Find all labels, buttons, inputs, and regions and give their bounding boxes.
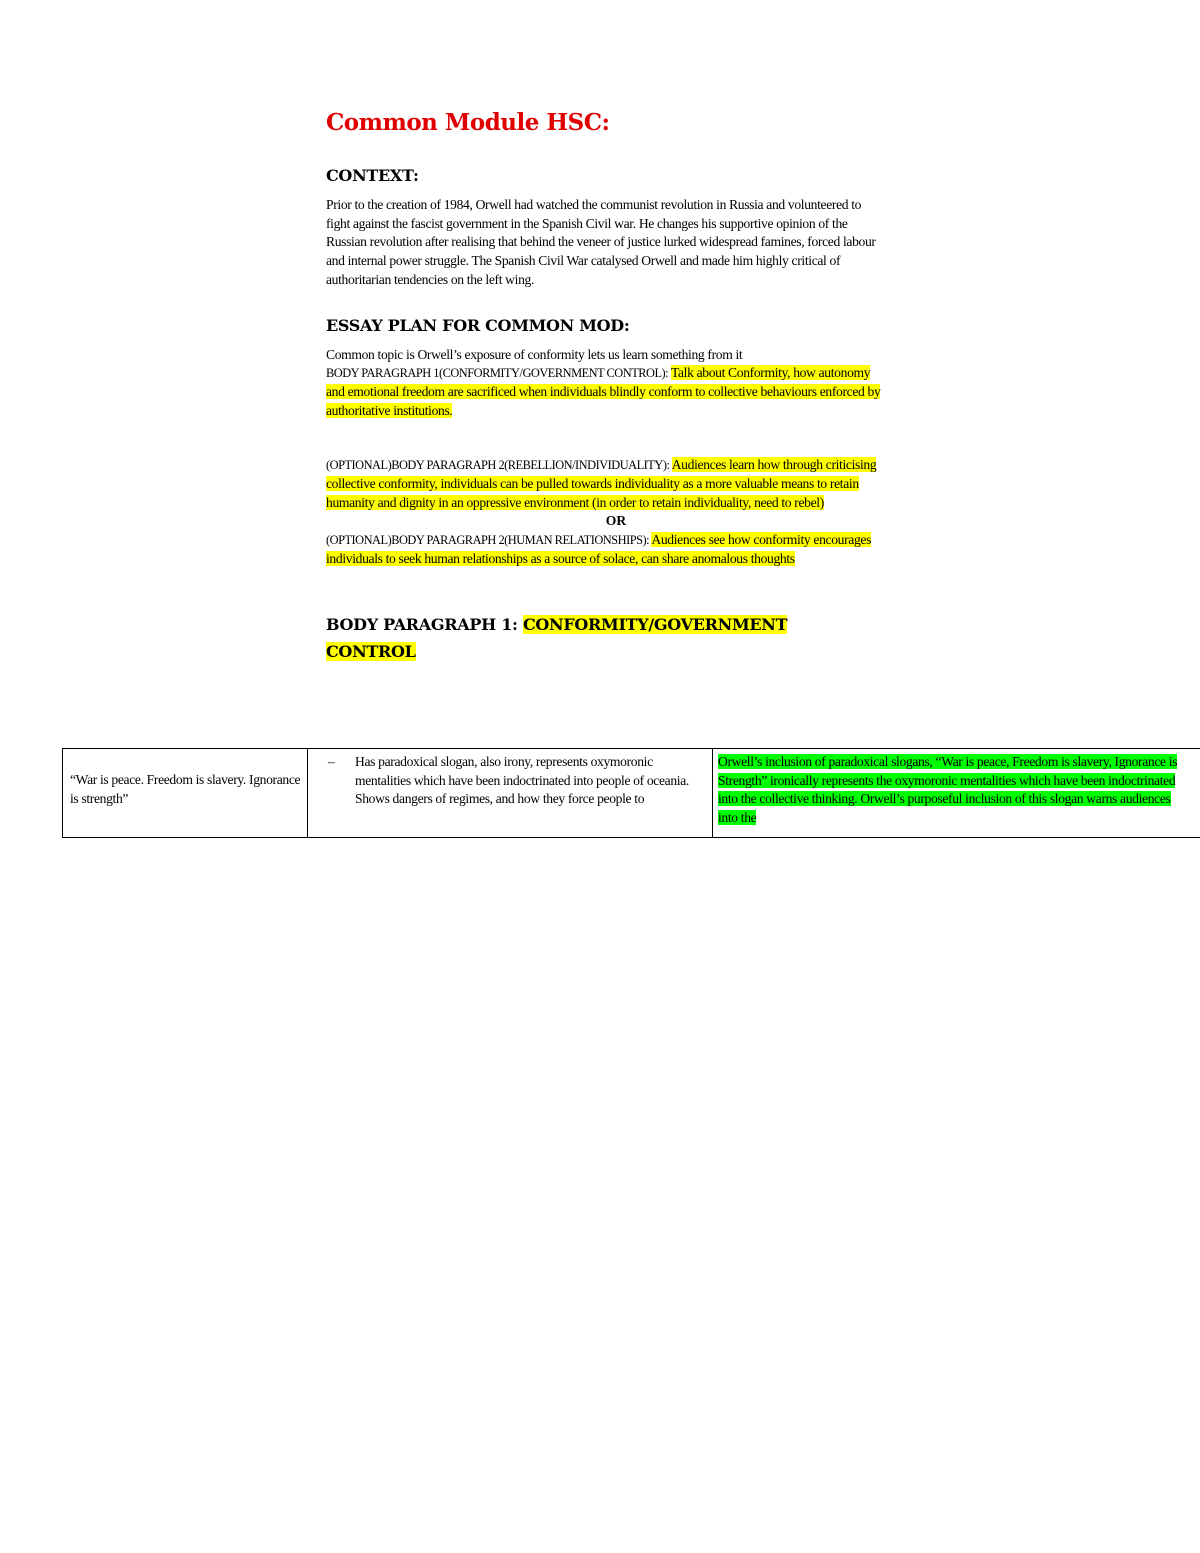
quote-cell <box>63 749 308 838</box>
analysis-text: Orwell’s inclusion of paradoxical slogans, “War is peace, Freedom is slavery, Ignorance is Strength” ironically represents the oxymoronic mentalities which have been indoctrinated into the collective thinking. Orwell’s purposeful inclusion of this slogan warns audiences into the <box>718 754 1178 826</box>
bp1-label: BODY PARAGRAPH 1(CONFORMITY/GOVERNMENT CONTROL): <box>326 366 669 381</box>
context-heading: CONTEXT: <box>326 166 419 185</box>
bp2b-text: Audiences see how conformity encourages individuals to seek human relationships as a source of solace, can share anomalous thoughts <box>326 532 872 566</box>
plan-body-paragraph-1 <box>326 364 886 420</box>
bp2b-label: (OPTIONAL)BODY PARAGRAPH 2(HUMAN RELATIONSHIPS): <box>326 533 650 548</box>
body1-heading-topic: CONFORMITY/GOVERNMENT CONTROL <box>326 614 788 661</box>
essay-plan-heading: ESSAY PLAN FOR COMMON MOD: <box>326 315 630 335</box>
document-body <box>326 108 886 665</box>
bullet-dash: – <box>328 754 335 769</box>
plan-body-paragraph-2-rebellion <box>326 456 886 512</box>
spacer <box>326 420 886 456</box>
body-paragraph-1-heading <box>326 611 826 665</box>
bp2a-label: (OPTIONAL)BODY PARAGRAPH 2(REBELLION/INDIVIDUALITY): <box>326 458 670 473</box>
analysis-table <box>62 748 1200 838</box>
analysis-cell <box>713 749 1200 838</box>
technique-cell <box>308 749 713 838</box>
quote-text: “War is peace. Freedom is slavery. Ignorance is strength” <box>70 772 301 806</box>
technique-text: Has paradoxical slogan, also irony, represents oxymoronic mentalities which have been indoctrinated into people of oceania. Shows dangers of regimes, and how they force people to <box>355 754 689 807</box>
bp1-text: Talk about Conformity, how autonomy and emotional freedom are sacrificed when individuals blindly conform to collective behaviours enforced by authoritative institutions. <box>326 365 881 418</box>
page-title: Common Module HSC: <box>326 109 610 136</box>
context-paragraph: Prior to the creation of 1984, Orwell had watched the communist revolution in Russia and volunteered to fight against the fascist government in the Spanish Civil war. He changes his supportive opinion of the Russian revolution after realising that behind the veneer of justice lurked widespread famines, forced labour and internal power struggle. The Spanish Civil War catalysed Orwell and made him highly critical of authoritarian tendencies on the left wing. <box>326 197 876 287</box>
spacer <box>326 569 886 611</box>
plan-intro: Common topic is Orwell’s exposure of conformity lets us learn something from it <box>326 346 743 362</box>
table-row <box>63 749 1200 838</box>
plan-body-paragraph-2-relationships <box>326 531 886 568</box>
body1-heading-label: BODY PARAGRAPH 1: <box>326 614 518 634</box>
bp2a-text: Audiences learn how through criticising collective conformity, individuals can be pulled towards individuality as a more valuable means to retain humanity and dignity in an oppressive environment (in order to retain individuality, need to rebel) <box>326 457 877 510</box>
or-divider: OR <box>605 513 627 529</box>
bullet-item <box>328 753 704 809</box>
